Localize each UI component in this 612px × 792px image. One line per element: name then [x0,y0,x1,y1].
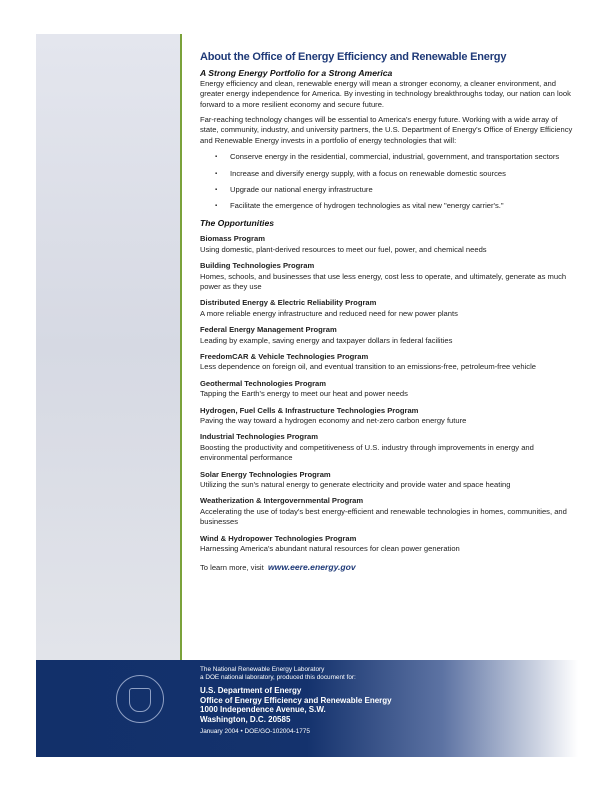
program-description: Harnessing America's abundant natural resources for clean power generation [200,544,460,554]
program-description: Tapping the Earth's energy to meet our heat and power needs [200,389,408,399]
website-link[interactable]: www.eere.energy.gov [267,562,356,573]
address-line: 1000 Independence Avenue, S.W. [200,705,326,714]
goals-list [200,152,575,212]
divider-line [180,34,182,660]
sidebar-decoration [36,34,181,660]
program-description: Using domestic, plant-derived resources to meet our fuel, power, and chemical needs [200,244,487,254]
program-item [200,496,575,527]
doe-seal-icon [116,675,164,723]
footer-line: The National Renewable Energy Laboratory [200,666,325,673]
list-item: ▪ Facilitate the emergence of hydrogen technologies as vital new "energy carrier's." [230,201,575,211]
program-list [200,234,575,554]
program-description: Leading by example, saving energy and taxpayer dollars in federal facilities [200,335,453,345]
program-name: Hydrogen, Fuel Cells & Infrastructure Technologies Program [200,405,419,415]
program-description: Accelerating the use of today's best energy-efficient and renewable technologies in homes, communities, and businesses [200,506,567,527]
program-name: Industrial Technologies Program [200,432,319,442]
program-description: Utilizing the sun's natural energy to generate electricity and provide water and space heating [200,480,511,489]
learn-more-text: To learn more, visit [200,563,264,573]
address-line: Washington, D.C. 20585 [200,714,291,724]
program-item [200,379,575,400]
opportunities-heading: The Opportunities [200,217,274,228]
program-name: FreedomCAR & Vehicle Technologies Program [200,351,369,361]
program-item [200,325,575,346]
footer-line: a DOE national laboratory, produced this document for: [200,674,356,681]
program-item [200,298,575,319]
address-line: U.S. Department of Energy [200,686,302,695]
list-item: ▪ Upgrade our national energy infrastructure [230,185,575,195]
program-item [200,432,575,463]
program-item [200,234,575,255]
main-content [200,52,575,574]
subtitle: A Strong Energy Portfolio for a Strong America [200,68,393,79]
program-name: Weatherization & Intergovernmental Program [200,496,364,506]
list-item: ▪ Increase and diversify energy supply, with a focus on renewable domestic sources [230,169,575,179]
program-name: Solar Energy Technologies Program [200,469,331,479]
program-description: Paving the way toward a hydrogen economy and net-zero carbon energy future [200,415,467,425]
program-name: Distributed Energy & Electric Reliability Program [200,298,377,308]
program-name: Federal Energy Management Program [200,325,337,335]
program-description: Homes, schools, and businesses that use less energy, cost less to operate, and ultimately, generate as much power as they use [200,271,567,291]
program-name: Wind & Hydropower Technologies Program [200,533,357,543]
footer-text [200,666,392,736]
address-line: Office of Energy Efficiency and Renewable Energy [200,695,392,705]
program-name: Geothermal Technologies Program [200,378,327,388]
intro-paragraph: Far-reaching technology changes will be essential to America's energy future. Working with a wide array of state, community, industry, and university partners, the U.S. Department of Energy's Office of Energy Efficiency and Renewable Energy invests in a portfolio of energy technologies that will: [200,115,573,145]
program-name: Building Technologies Program [200,261,315,271]
program-item [200,352,575,373]
list-item: ▪ Conserve energy in the residential, commercial, industrial, government, and transportation sectors [230,152,575,162]
program-item [200,534,575,555]
publication-info: January 2004 • DOE/GO-102004-1775 [200,728,310,735]
intro-paragraph: Energy efficiency and clean, renewable energy will mean a stronger economy, a cleaner environment, and greater energy independence for America. By investing in technology breakthroughs today, our nation can look forward to a more resilient economy and secure future. [200,78,571,109]
program-item [200,406,575,427]
footer-banner [36,660,578,757]
program-item [200,261,575,292]
page-title: About the Office of Energy Efficiency and Renewable Energy [200,51,507,63]
program-description: A more reliable energy infrastructure and reduced need for new power plants [200,308,458,318]
program-description: Boosting the productivity and competitiveness of U.S. industry through improvements in energy and environmental performance [200,442,534,463]
learn-more [200,562,575,573]
program-description: Less dependence on foreign oil, and eventual transition to an emissions-free, petroleum-free vehicle [200,362,537,372]
program-name: Biomass Program [200,234,265,244]
program-item [200,470,575,491]
